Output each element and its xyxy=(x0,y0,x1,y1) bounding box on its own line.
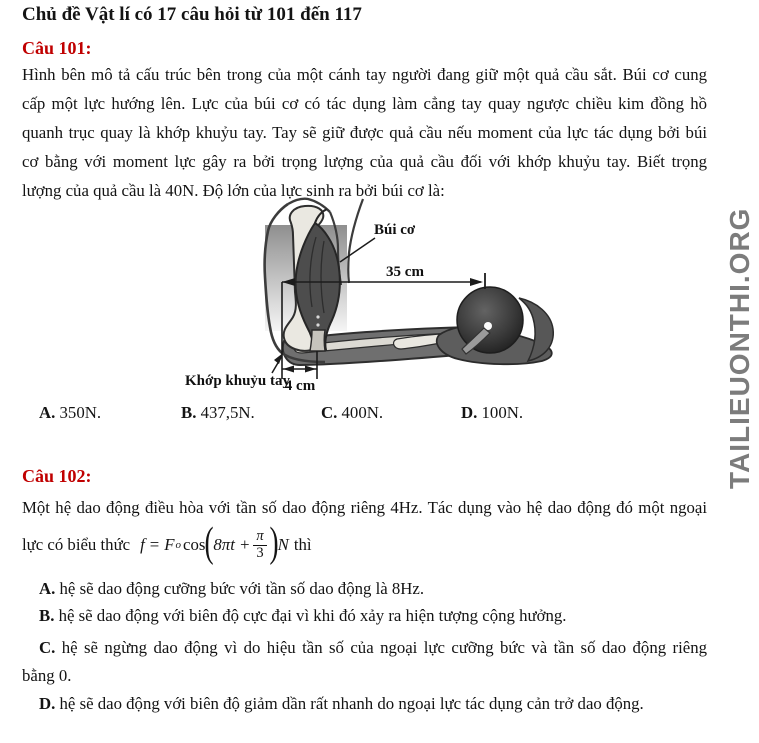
q101-line-1: Hình bên mô tả cấu trúc bên trong của một cánh tay người đang giữ một quả cầu sắt. Búi cơ cung xyxy=(22,65,707,84)
question-101-label: Câu 101: xyxy=(22,38,92,58)
q102-formula-line xyxy=(22,521,312,569)
dim-4cm-arrow-right xyxy=(305,366,316,373)
q102-option-c-line-1: C. hệ sẽ ngừng dao động vì do hiệu tần số của ngoại lực cưỡng bức và tần số dao động riêng xyxy=(39,638,707,657)
right-paren: ) xyxy=(269,519,279,566)
question-102-label: Câu 102: xyxy=(22,466,92,486)
muscle-lower-tendon xyxy=(310,330,325,351)
dim-4cm-arrow-left xyxy=(283,366,294,373)
q101-line-2: cấp một lực hướng lên. Lực của búi cơ có tác dụng làm cẳng tay quay ngược chiều kim đồng hồ xyxy=(22,94,707,113)
q101-option-a: A. 350N. xyxy=(39,403,102,422)
q102-intro-line-2-prefix: lực có biểu thức xyxy=(22,535,131,554)
q101-line-3: quanh trục quay là khớp khuỷu tay. Tay sẽ giữ được quả cầu nếu moment của lực tác dụng bởi búi xyxy=(22,123,707,142)
page-title: Chủ đề Vật lí có 17 câu hỏi từ 101 đến 117 xyxy=(22,4,362,25)
pi-over-3-fraction: $\frac{\pi}{3}$ xyxy=(253,529,266,562)
muscle-label: Búi cơ xyxy=(374,222,416,238)
q102-option-d: D. hệ sẽ dao động với biên độ giảm dần rất nhanh do ngoại lực tác dụng cản trở dao động. xyxy=(39,694,644,713)
dim-4cm-label: 4 cm xyxy=(284,378,316,394)
q101-options-row xyxy=(0,403,759,429)
q101-line-5: lượng của quả cầu là 40N. Độ lớn của lực sinh ra bởi búi cơ là: xyxy=(22,181,445,200)
q101-option-b: B. 437,5N. xyxy=(181,403,255,422)
dim-35cm-label: 35 cm xyxy=(386,264,424,280)
question-102-text xyxy=(22,493,707,522)
q101-option-c: C. 400N. xyxy=(321,403,384,422)
question-101-text xyxy=(22,60,707,205)
iron-ball xyxy=(457,287,523,353)
dim-35cm-arrow-right xyxy=(470,278,483,286)
q101-option-d: D. 100N. xyxy=(461,403,524,422)
q101-line-4: cơ bằng với moment lực gây ra bởi trọng lượng của quả cầu đối với khớp khuỷu tay. Biết trọng xyxy=(22,152,707,171)
skin-outline-right-outer xyxy=(348,199,363,283)
q102-intro-line-1: Một hệ dao động điều hòa với tần số dao động riêng 4Hz. Tác dụng vào hệ dao động đó một ngoại xyxy=(22,498,707,517)
muscle-dot-2 xyxy=(316,323,319,326)
q102-option-b: B. hệ sẽ dao động với biên độ cực đại vì khi đó xảy ra hiện tượng cộng hưởng. xyxy=(39,606,567,625)
elbow-joint-label: Khớp khuỷu tay xyxy=(185,373,291,389)
q102-option-c-line-2: bằng 0. xyxy=(22,666,72,685)
external-force-formula: f = F o cos ( 8πt + $\frac{\pi}{3}$ ) N thì xyxy=(140,519,312,566)
left-paren: ( xyxy=(204,519,214,566)
arm-diagram xyxy=(183,197,578,399)
site-watermark: TAILIEUONTHI.ORG xyxy=(724,207,755,489)
q102-option-a: A. hệ sẽ dao động cưỡng bức với tần số dao động là 8Hz. xyxy=(39,579,425,598)
muscle-dot-1 xyxy=(316,315,319,318)
